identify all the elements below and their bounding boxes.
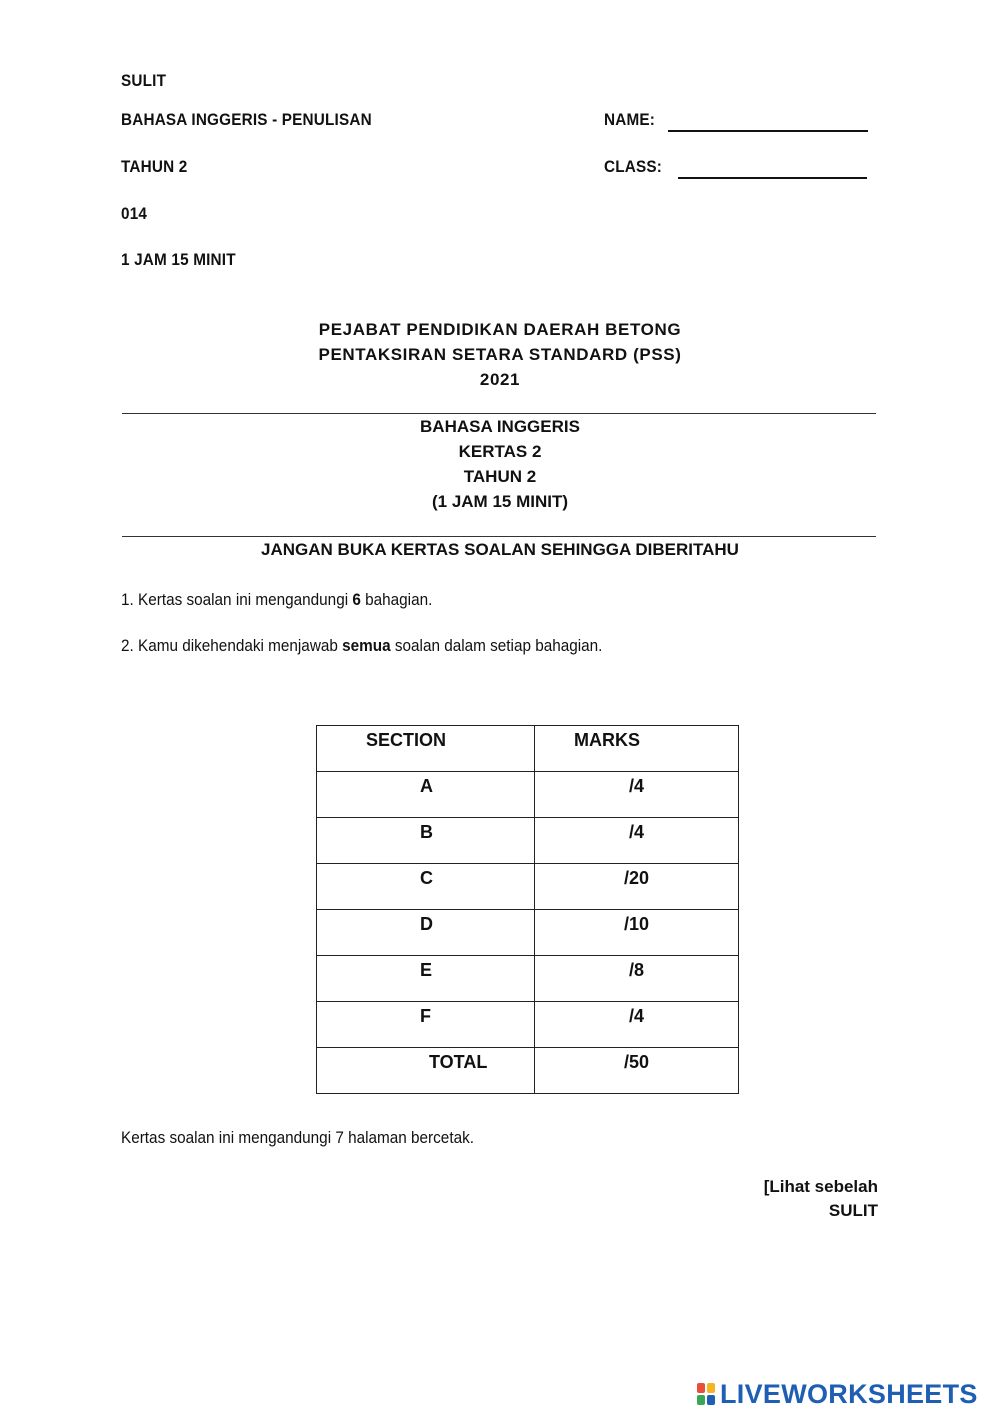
- title-line-3: 2021: [479, 370, 521, 389]
- table-row: [317, 772, 739, 818]
- section-cell: [317, 956, 535, 1002]
- header-marks-text: MARKS: [574, 730, 640, 750]
- table-row: [317, 1002, 739, 1048]
- marks-cell[interactable]: [535, 864, 739, 910]
- section-value: D: [420, 914, 433, 934]
- paper-line-3: TAHUN 2: [463, 467, 537, 486]
- year-label: TAHUN 2: [121, 157, 188, 176]
- section-cell: [317, 772, 535, 818]
- title-block: [0, 317, 1000, 392]
- liveworksheets-logo[interactable]: [696, 1379, 978, 1409]
- header-marks: [535, 726, 739, 772]
- paper-line-2: KERTAS 2: [458, 442, 542, 461]
- instruction-2-prefix: 2. Kamu dikehendaki menjawab: [121, 636, 343, 655]
- paper-code: 014: [121, 204, 148, 223]
- liveworksheets-logo-icon: [696, 1382, 716, 1406]
- marks-cell[interactable]: [535, 910, 739, 956]
- marks-value: /10: [624, 914, 650, 934]
- paper-line-4: (1 JAM 15 MINIT): [431, 492, 569, 511]
- section-value: C: [420, 868, 433, 888]
- section-value: E: [420, 960, 433, 980]
- name-field[interactable]: [668, 110, 868, 132]
- sulit-label: SULIT: [121, 71, 167, 90]
- class-label: CLASS:: [604, 157, 663, 176]
- paper-block: [0, 414, 1000, 514]
- header-section-text: SECTION: [366, 730, 447, 750]
- pages-note: Kertas soalan ini mengandungi 7 halaman bercetak.: [121, 1128, 474, 1147]
- warning-text: [0, 537, 1000, 562]
- table-row-total: [317, 1048, 739, 1094]
- marks-value: /4: [629, 822, 645, 842]
- instruction-1-suffix: bahagian.: [360, 590, 433, 609]
- instruction-2-bold: semua: [342, 636, 391, 655]
- footer-right: [764, 1175, 878, 1223]
- marks-value: /4: [629, 776, 645, 796]
- section-cell: [317, 864, 535, 910]
- section-value: B: [420, 822, 433, 842]
- marks-value: /4: [629, 1006, 645, 1026]
- instruction-2-suffix: soalan dalam setiap bahagian.: [390, 636, 603, 655]
- marks-value: /8: [629, 960, 645, 980]
- table-header-row: [317, 726, 739, 772]
- marks-cell[interactable]: [535, 818, 739, 864]
- header-section: [317, 726, 535, 772]
- section-cell: [317, 818, 535, 864]
- section-value: F: [420, 1006, 431, 1026]
- instruction-1: [121, 590, 432, 610]
- marks-cell[interactable]: [535, 772, 739, 818]
- logo-text: LIVEWORKSHEETS: [720, 1378, 978, 1409]
- section-cell-total: [317, 1048, 535, 1094]
- marks-cell[interactable]: [535, 956, 739, 1002]
- section-cell: [317, 910, 535, 956]
- warning-line: JANGAN BUKA KERTAS SOALAN SEHINGGA DIBERITAHU: [261, 540, 739, 559]
- section-cell: [317, 1002, 535, 1048]
- marks-table: [316, 725, 739, 1094]
- title-line-2: PENTAKSIRAN SETARA STANDARD (PSS): [318, 345, 682, 364]
- title-line-1: PEJABAT PENDIDIKAN DAERAH BETONG: [318, 320, 682, 339]
- paper-line-1: BAHASA INGGERIS: [420, 417, 580, 436]
- marks-cell-total[interactable]: [535, 1048, 739, 1094]
- see-next-label: [Lihat sebelah: [763, 1177, 878, 1196]
- class-field[interactable]: [678, 157, 867, 179]
- marks-value: /20: [624, 868, 650, 888]
- table-row: [317, 956, 739, 1002]
- section-value: TOTAL: [429, 1052, 488, 1072]
- marks-cell[interactable]: [535, 1002, 739, 1048]
- name-label: NAME:: [604, 110, 656, 129]
- table-row: [317, 910, 739, 956]
- table-row: [317, 864, 739, 910]
- marks-value: /50: [624, 1052, 650, 1072]
- footer-sulit: SULIT: [828, 1201, 878, 1220]
- instruction-1-prefix: 1. Kertas soalan ini mengandungi: [121, 590, 353, 609]
- table-row: [317, 818, 739, 864]
- duration-label: 1 JAM 15 MINIT: [121, 250, 236, 269]
- subject-line: BAHASA INGGERIS - PENULISAN: [121, 110, 372, 129]
- instruction-2: [121, 636, 602, 656]
- instruction-1-bold: 6: [352, 590, 361, 609]
- section-value: A: [420, 776, 433, 796]
